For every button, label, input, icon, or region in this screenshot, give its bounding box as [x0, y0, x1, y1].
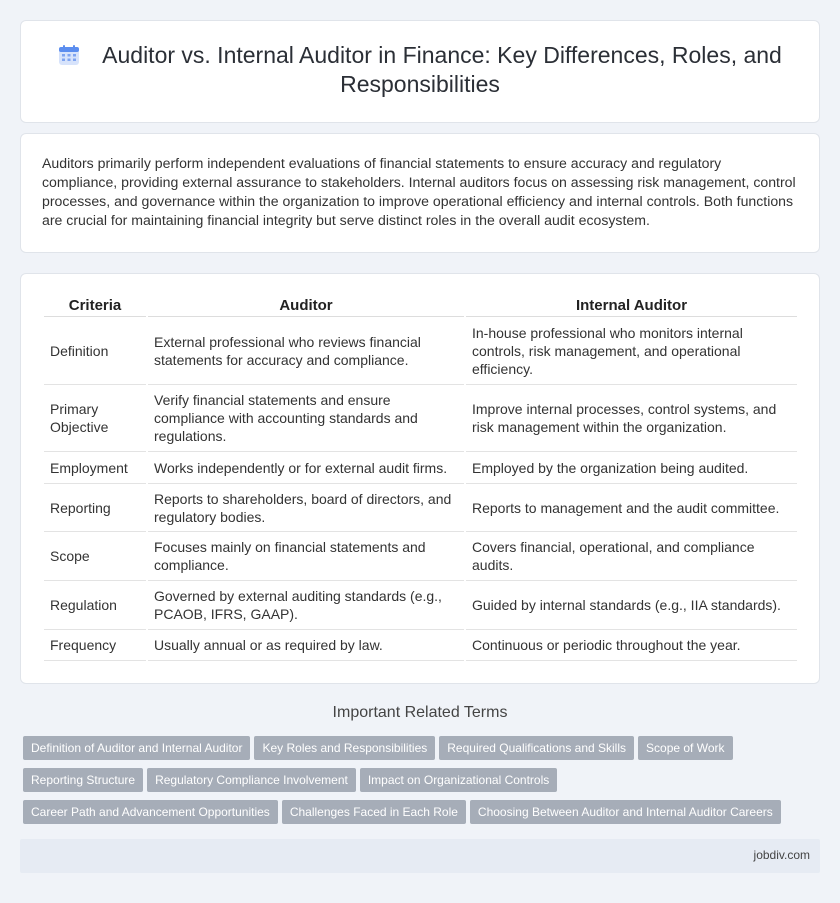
- criteria-cell: Primary Objective: [44, 385, 146, 452]
- page-title: Auditor vs. Internal Auditor in Finance: Key Differences, Roles, and Responsibilities: [102, 42, 782, 97]
- table-row: [44, 581, 797, 630]
- criteria-cell: Reporting: [44, 484, 146, 532]
- table-row: [44, 385, 797, 452]
- auditor-cell: Works independently or for external audit firms.: [148, 452, 464, 484]
- related-tag[interactable]: Scope of Work: [638, 736, 732, 760]
- criteria-cell: Frequency: [44, 630, 146, 661]
- related-tag[interactable]: Key Roles and Responsibilities: [254, 736, 435, 760]
- related-tag[interactable]: Impact on Organizational Controls: [360, 768, 557, 792]
- criteria-cell: Employment: [44, 452, 146, 484]
- table-row: [44, 532, 797, 581]
- auditor-cell: Usually annual or as required by law.: [148, 630, 464, 661]
- related-tag[interactable]: Choosing Between Auditor and Internal Auditor Careers: [470, 800, 781, 824]
- table-row: [44, 630, 797, 661]
- criteria-cell: Regulation: [44, 581, 146, 630]
- related-tag[interactable]: Definition of Auditor and Internal Auditor: [23, 736, 250, 760]
- table-header-row: [44, 290, 797, 317]
- calendar-icon: [58, 44, 80, 66]
- related-tag[interactable]: Regulatory Compliance Involvement: [147, 768, 356, 792]
- comparison-table: [42, 290, 799, 661]
- criteria-cell: Scope: [44, 532, 146, 581]
- related-terms-heading: Important Related Terms: [332, 704, 508, 721]
- auditor-cell: External professional who reviews financial statements for accuracy and compliance.: [148, 317, 464, 385]
- auditor-cell: Verify financial statements and ensure compliance with accounting standards and regulations.: [148, 385, 464, 452]
- table-row: [44, 452, 797, 484]
- internal-auditor-cell: Guided by internal standards (e.g., IIA standards).: [466, 581, 797, 630]
- header-internal-auditor: Internal Auditor: [466, 290, 797, 317]
- table-row: [44, 317, 797, 385]
- header-criteria: Criteria: [44, 290, 146, 317]
- internal-auditor-cell: Employed by the organization being audited.: [466, 452, 797, 484]
- intro-card: [20, 133, 820, 253]
- related-tags-row: [23, 768, 823, 792]
- footer: [20, 839, 820, 873]
- related-tags-row: [23, 736, 823, 760]
- internal-auditor-cell: Improve internal processes, control systems, and risk management within the organization.: [466, 385, 797, 452]
- criteria-cell: Definition: [44, 317, 146, 385]
- related-tag[interactable]: Career Path and Advancement Opportunities: [23, 800, 278, 824]
- auditor-cell: Governed by external auditing standards (e.g., PCAOB, IFRS, GAAP).: [148, 581, 464, 630]
- auditor-cell: Reports to shareholders, board of directors, and regulatory bodies.: [148, 484, 464, 532]
- intro-paragraph: Auditors primarily perform independent evaluations of financial statements to ensure accuracy and regulatory compliance, providing external assurance to stakeholders. Internal auditors focus on assessing risk management, control processes, and governance within the organization to improve operational efficiency and internal controls. Both functions are crucial for maintaining financial integrity but serve distinct roles in the overall audit ecosystem.: [42, 155, 796, 228]
- related-tag[interactable]: Required Qualifications and Skills: [439, 736, 634, 760]
- table-row: [44, 484, 797, 532]
- title-card: [20, 20, 820, 123]
- related-tags-row: [23, 800, 823, 824]
- internal-auditor-cell: In-house professional who monitors internal controls, risk management, and operational efficiency.: [466, 317, 797, 385]
- related-tag[interactable]: Reporting Structure: [23, 768, 143, 792]
- comparison-table-card: [20, 273, 820, 684]
- internal-auditor-cell: Reports to management and the audit committee.: [466, 484, 797, 532]
- footer-site-link[interactable]: jobdiv.com: [753, 848, 810, 862]
- internal-auditor-cell: Continuous or periodic throughout the year.: [466, 630, 797, 661]
- header-auditor: Auditor: [148, 290, 464, 317]
- auditor-cell: Focuses mainly on financial statements and compliance.: [148, 532, 464, 581]
- internal-auditor-cell: Covers financial, operational, and compliance audits.: [466, 532, 797, 581]
- related-tag[interactable]: Challenges Faced in Each Role: [282, 800, 466, 824]
